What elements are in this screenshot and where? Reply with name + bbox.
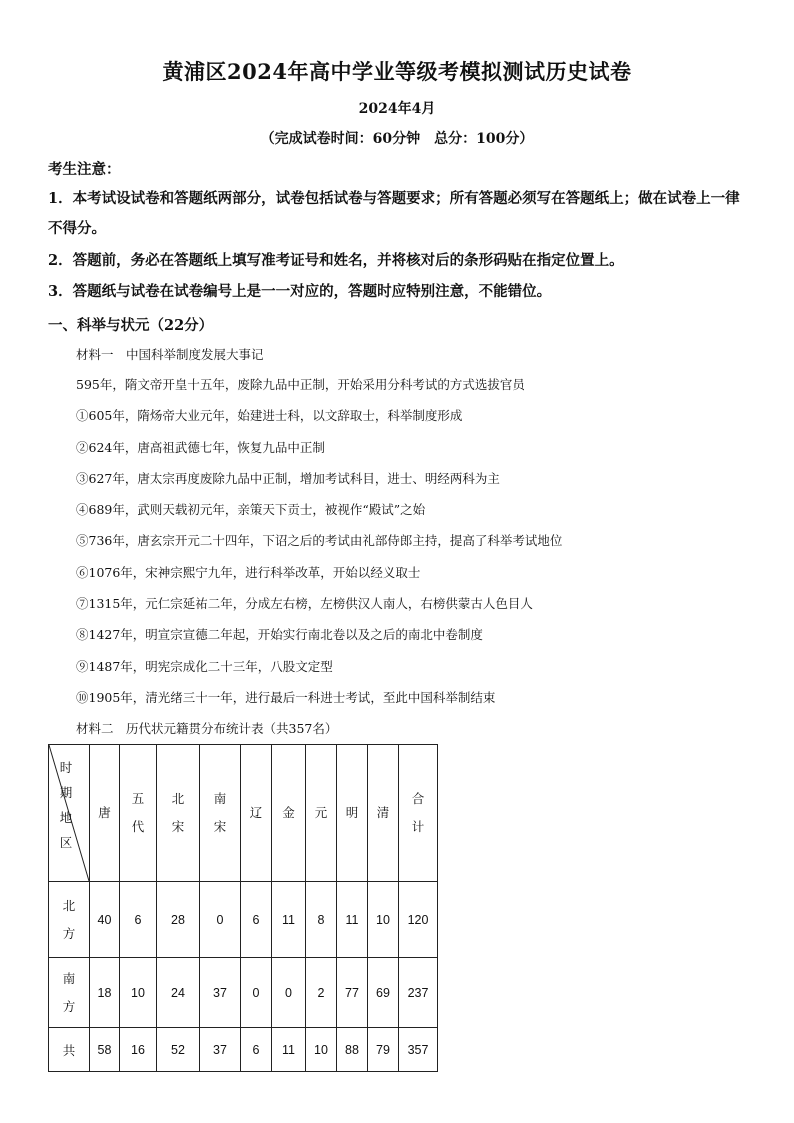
table-cell: 40 [90, 882, 120, 958]
row-header: 南方 [49, 958, 90, 1028]
event-item: ⑥1076年，宋神宗熙宁九年，进行科举改革，开始以经义取士 [76, 564, 421, 580]
exam-date: 2024年4月 [358, 101, 436, 117]
material-2-title: 材料二 历代状元籍贯分布统计表（共357名） [76, 721, 338, 736]
table-cell: 37 [200, 1028, 241, 1072]
column-header: 金 [272, 745, 306, 882]
column-header: 明 [337, 745, 368, 882]
column-header: 合计 [399, 745, 438, 882]
table-cell: 11 [272, 882, 306, 958]
event-item: ⑤736年，唐玄宗开元二十四年，下诏之后的考试由礼部侍郎主持，提高了科举考试地位 [76, 533, 563, 549]
corner-label: 时期地区 [59, 760, 73, 850]
table-cell: 120 [399, 882, 438, 958]
event-item: ③627年，唐太宗再度废除九品中正制，增加考试科目，进士、明经两科为主 [76, 470, 500, 486]
table-cell: 11 [272, 1028, 306, 1072]
event-item: ⑩1905年，清光绪三十一年，进行最后一科进士考试，至此中国科举制结束 [76, 689, 496, 705]
table-cell: 28 [157, 882, 200, 958]
table-cell: 77 [337, 958, 368, 1028]
table-cell: 0 [200, 882, 241, 958]
table-cell: 10 [368, 882, 399, 958]
event-item: ⑦1315年，元仁宗延祐二年，分成左右榜，左榜供汉人南人，右榜供蒙古人色目人 [76, 596, 533, 612]
event-item: ⑨1487年，明宪宗成化二十三年，八股文定型 [76, 658, 333, 674]
table-cell: 6 [241, 1028, 272, 1072]
table-cell: 52 [157, 1028, 200, 1072]
row-header: 北方 [49, 882, 90, 958]
table-cell: 11 [337, 882, 368, 958]
column-header: 南宋 [200, 745, 241, 882]
table-header-row [49, 745, 438, 882]
table-cell: 58 [90, 1028, 120, 1072]
event-list [76, 374, 756, 718]
notice-item-3: 3．答题纸与试卷在试卷编号上是一一对应的，答题时应特别注意，不能错位。 [48, 283, 552, 300]
column-header: 五代 [120, 745, 157, 882]
column-header: 北宋 [157, 745, 200, 882]
column-header: 唐 [90, 745, 120, 882]
event-item: ①605年，隋炀帝大业元年，始建进士科，以文辞取士，科举制度形成 [76, 408, 463, 424]
event-item: ②624年，唐高祖武德七年，恢复九品中正制 [76, 439, 325, 455]
notice-item-2: 2．答题前，务必在答题纸上填写准考证号和姓名，并将核对后的条形码贴在指定位置上。 [48, 252, 624, 269]
notice-item-1: 1．本考试设试卷和答题纸两部分，试卷包括试卷与答题要求；所有答题必须写在答题纸上；做在试卷上一律不得分。 [48, 190, 740, 237]
event-item: ④689年，武则天载初元年，亲策天下贡士，被视作“殿试”之始 [76, 502, 426, 518]
table-cell: 6 [120, 882, 157, 958]
event-item: ⑧1427年，明宣宗宣德二年起，开始实行南北卷以及之后的南北中卷制度 [76, 627, 483, 643]
material-1-title: 材料一 中国科举制度发展大事记 [76, 347, 264, 362]
table-cell: 357 [399, 1028, 438, 1072]
table-cell: 8 [306, 882, 337, 958]
table-cell: 2 [306, 958, 337, 1028]
table-cell: 37 [200, 958, 241, 1028]
zhuangyuan-stats-table [48, 744, 438, 1072]
table-row [49, 958, 438, 1028]
notice-heading: 考生注意： [48, 161, 121, 178]
column-header: 元 [306, 745, 337, 882]
table-cell: 0 [272, 958, 306, 1028]
table-row [49, 1028, 438, 1072]
exam-title: 黄浦区2024年高中学业等级考模拟测试历史试卷 [162, 59, 632, 84]
column-header: 辽 [241, 745, 272, 882]
table-cell: 10 [306, 1028, 337, 1072]
table-cell: 24 [157, 958, 200, 1028]
event-item: 595年，隋文帝开皇十五年，废除九品中正制，开始采用分科考试的方式选拔官员 [76, 377, 525, 392]
table-cell: 79 [368, 1028, 399, 1072]
table-cell: 237 [399, 958, 438, 1028]
corner-cell [49, 745, 90, 882]
table-row [49, 882, 438, 958]
table-cell: 0 [241, 958, 272, 1028]
column-header: 清 [368, 745, 399, 882]
exam-timing: （完成试卷时间：60分钟 总分：100分） [260, 131, 534, 147]
row-header: 共 [49, 1028, 90, 1072]
table-cell: 69 [368, 958, 399, 1028]
table-cell: 88 [337, 1028, 368, 1072]
table-cell: 6 [241, 882, 272, 958]
table-cell: 18 [90, 958, 120, 1028]
table-cell: 16 [120, 1028, 157, 1072]
table-cell: 10 [120, 958, 157, 1028]
section-heading: 一、科举与状元（22分） [48, 317, 214, 334]
